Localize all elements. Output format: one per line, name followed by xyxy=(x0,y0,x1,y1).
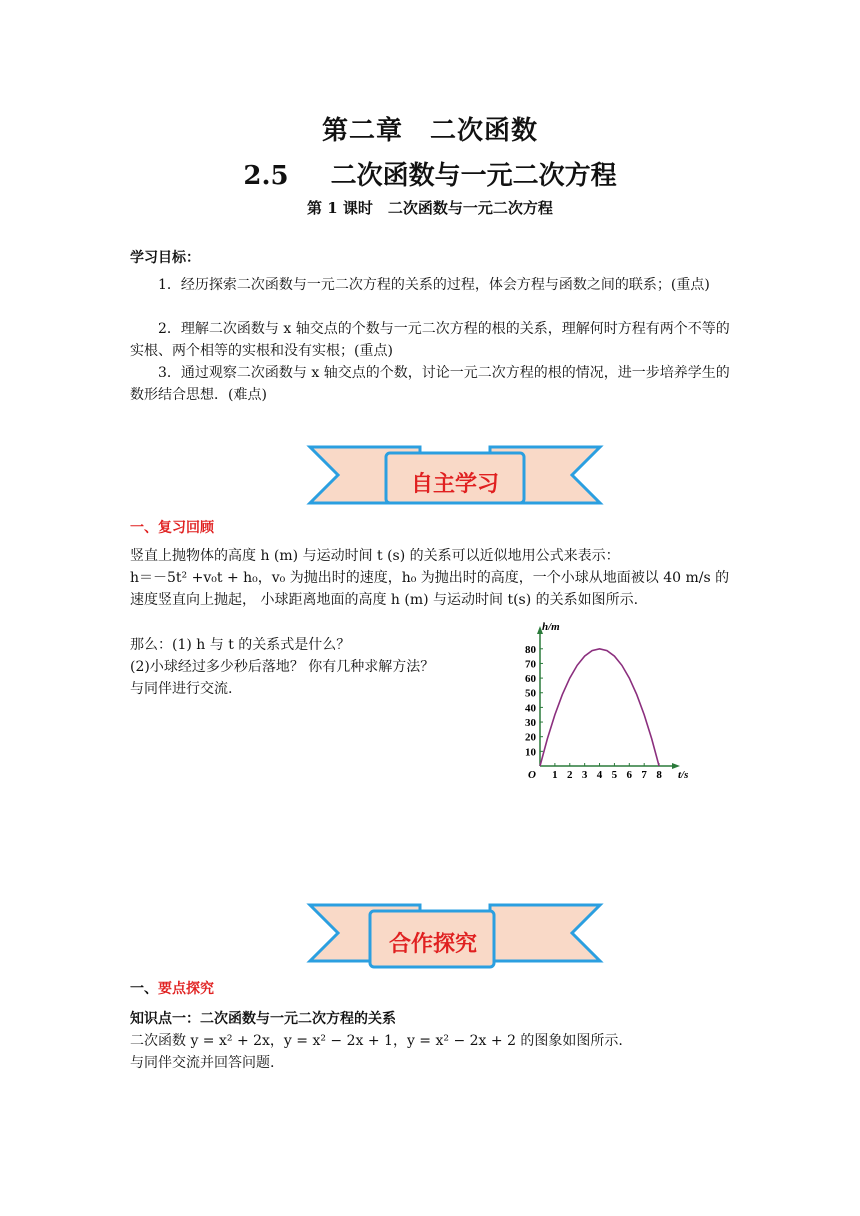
y-tick-label: 40 xyxy=(525,702,536,715)
x-tick-label: 6 xyxy=(626,769,633,781)
review-line-2: h＝－5t² +v₀t + h₀，v₀ 为抛出时的速度，h₀ 为抛出时的高度，一个小球从地面被以 40 m/s 的速度竖直向上抛起， 小球距离地面的高度 h (m) 与运动时间 t(s) 的关系如图所示. xyxy=(130,570,730,608)
section-title xyxy=(0,155,860,192)
objective-2: 2．理解二次函数与 x 轴交点的个数与一元二次方程的根的关系，理解何时方程有两个不等的实根、两个相等的实根和没有实根；(重点) xyxy=(130,321,730,359)
x-tick-label: 5 xyxy=(611,769,618,781)
y-axis-label: h/m xyxy=(542,621,560,633)
height-time-chart xyxy=(505,620,689,785)
x-tick-label: 3 xyxy=(581,769,588,781)
chapter-title: 第二章 二次函数 xyxy=(321,116,538,146)
origin-label: O xyxy=(528,769,536,781)
x-tick-label: 8 xyxy=(656,769,662,781)
x-tick-label: 7 xyxy=(641,769,647,781)
banner-cooperation xyxy=(310,905,600,977)
banner-cooperation-label: 合作探究 xyxy=(388,932,477,957)
y-tick-label: 30 xyxy=(525,717,536,730)
y-tick-label: 50 xyxy=(525,687,536,700)
knowledge-point-1: 知识点一：二次函数与一元二次方程的关系 xyxy=(130,1011,396,1027)
explore-heading xyxy=(130,978,214,998)
parabola-curve xyxy=(540,649,659,766)
chart-svg xyxy=(505,620,689,785)
banner-self-study xyxy=(310,447,600,519)
banner-self-study-label: 自主学习 xyxy=(410,472,499,497)
x-tick-label: 2 xyxy=(567,769,573,781)
x-tick-label: 4 xyxy=(596,769,603,781)
objectives-label: 学习目标： xyxy=(130,250,200,266)
section-number: 2.5 xyxy=(243,161,289,191)
y-tick-label: 20 xyxy=(525,731,536,744)
lesson-title: 第 1 课时 二次函数与一元二次方程 xyxy=(307,199,553,217)
explore-line-1: 二次函数 y = x² + 2x，y = x² − 2x + 1，y = x² − 2x + 2 的图象如图所示. xyxy=(130,1033,623,1049)
explore-heading-text: 要点探究 xyxy=(158,981,214,997)
explore-heading-prefix: 一、 xyxy=(130,981,158,997)
y-tick-label: 80 xyxy=(525,643,536,656)
review-question-3: 与同伴进行交流. xyxy=(130,681,233,697)
explore-line-2: 与同伴交流并回答问题. xyxy=(130,1055,275,1071)
objective-3: 3．通过观察二次函数与 x 轴交点的个数，讨论一元二次方程的根的情况，进一步培养学生的数形结合思想．(难点) xyxy=(130,365,730,403)
review-question-1: 那么：(1) h 与 t 的关系式是什么？ xyxy=(130,637,351,653)
y-tick-label: 60 xyxy=(525,673,536,686)
y-tick-label: 70 xyxy=(525,658,536,671)
review-heading: 一、复习回顾 xyxy=(130,520,214,536)
review-line-1: 竖直上抛物体的高度 h (m) 与运动时间 t (s) 的关系可以近似地用公式来表示： xyxy=(130,548,620,564)
review-question-2: (2)小球经过多少秒后落地？ 你有几种求解方法？ xyxy=(130,659,435,675)
x-axis-label: t/s xyxy=(678,769,689,781)
x-tick-label: 1 xyxy=(552,769,558,781)
objective-1: 1．经历探索二次函数与一元二次方程的关系的过程，体会方程与函数之间的联系；(重点) xyxy=(158,277,710,293)
y-tick-label: 10 xyxy=(525,746,536,759)
section-name: 二次函数与一元二次方程 xyxy=(330,161,617,191)
